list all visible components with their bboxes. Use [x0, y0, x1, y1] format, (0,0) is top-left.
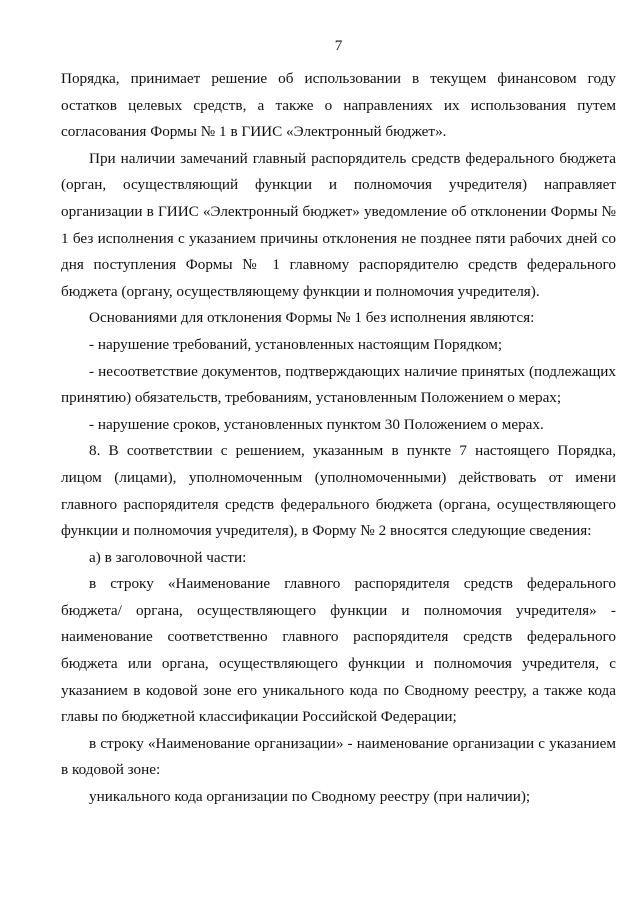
page-number: 7: [334, 37, 343, 54]
paragraph: Порядка, принимает решение об использовании в текущем финансовом году остатков целевых средств, а также о направлениях их использования путем согласования Формы № 1 в ГИИС «Электронный бюджет».: [61, 70, 616, 141]
document-body: [61, 66, 616, 811]
paragraph: уникального кода организации по Сводному реестру (при наличии);: [89, 788, 531, 806]
paragraph: 8. В соответствии с решением, указанным в пункте 7 настоящего Порядка, лицом (лицами), уполномоченным (уполномоченными) действовать от имени главного распорядителя средств федерального бюджета (органа, осуществляющего функции и полномочия учредителя), в Форму № 2 вносятся следующие сведения:: [61, 442, 616, 540]
paragraph: в строку «Наименование организации» - наименование организации с указанием в кодовой зоне:: [61, 734, 616, 779]
paragraph: - нарушение сроков, установленных пунктом 30 Положением о мерах.: [89, 415, 544, 433]
paragraph: При наличии замечаний главный распорядитель средств федерального бюджета (орган, осуществляющий функции и полномочия учредителя) направляет организации в ГИИС «Электронный бюджет» уведомление об отклонении Формы № 1 без исполнения с указанием причины отклонения не позднее пяти рабочих дней со дня поступления Формы № 1 главному распорядителю средств федерального бюджета (органу, осуществляющему функции и полномочия учредителя).: [61, 149, 616, 300]
paragraph: в строку «Наименование главного распорядителя средств федерального бюджета/ органа, осуществляющего функции и полномочия учредителя» - наименование соответственно главного распорядителя средств федерального бюджета или органа, осуществляющего функции и полномочия учредителя, с указанием в кодовой зоне его уникального кода по Сводному реестру, а также кода главы по бюджетной классификации Российской Федерации;: [61, 575, 616, 726]
paragraph: а) в заголовочной части:: [89, 548, 247, 566]
paragraph: - несоответствие документов, подтверждающих наличие принятых (подлежащих принятию) обязательств, требованиям, установленным Положением о мерах;: [61, 362, 616, 407]
paragraph: - нарушение требований, установленных настоящим Порядком;: [89, 335, 503, 353]
paragraph: Основаниями для отклонения Формы № 1 без исполнения являются:: [89, 309, 535, 327]
